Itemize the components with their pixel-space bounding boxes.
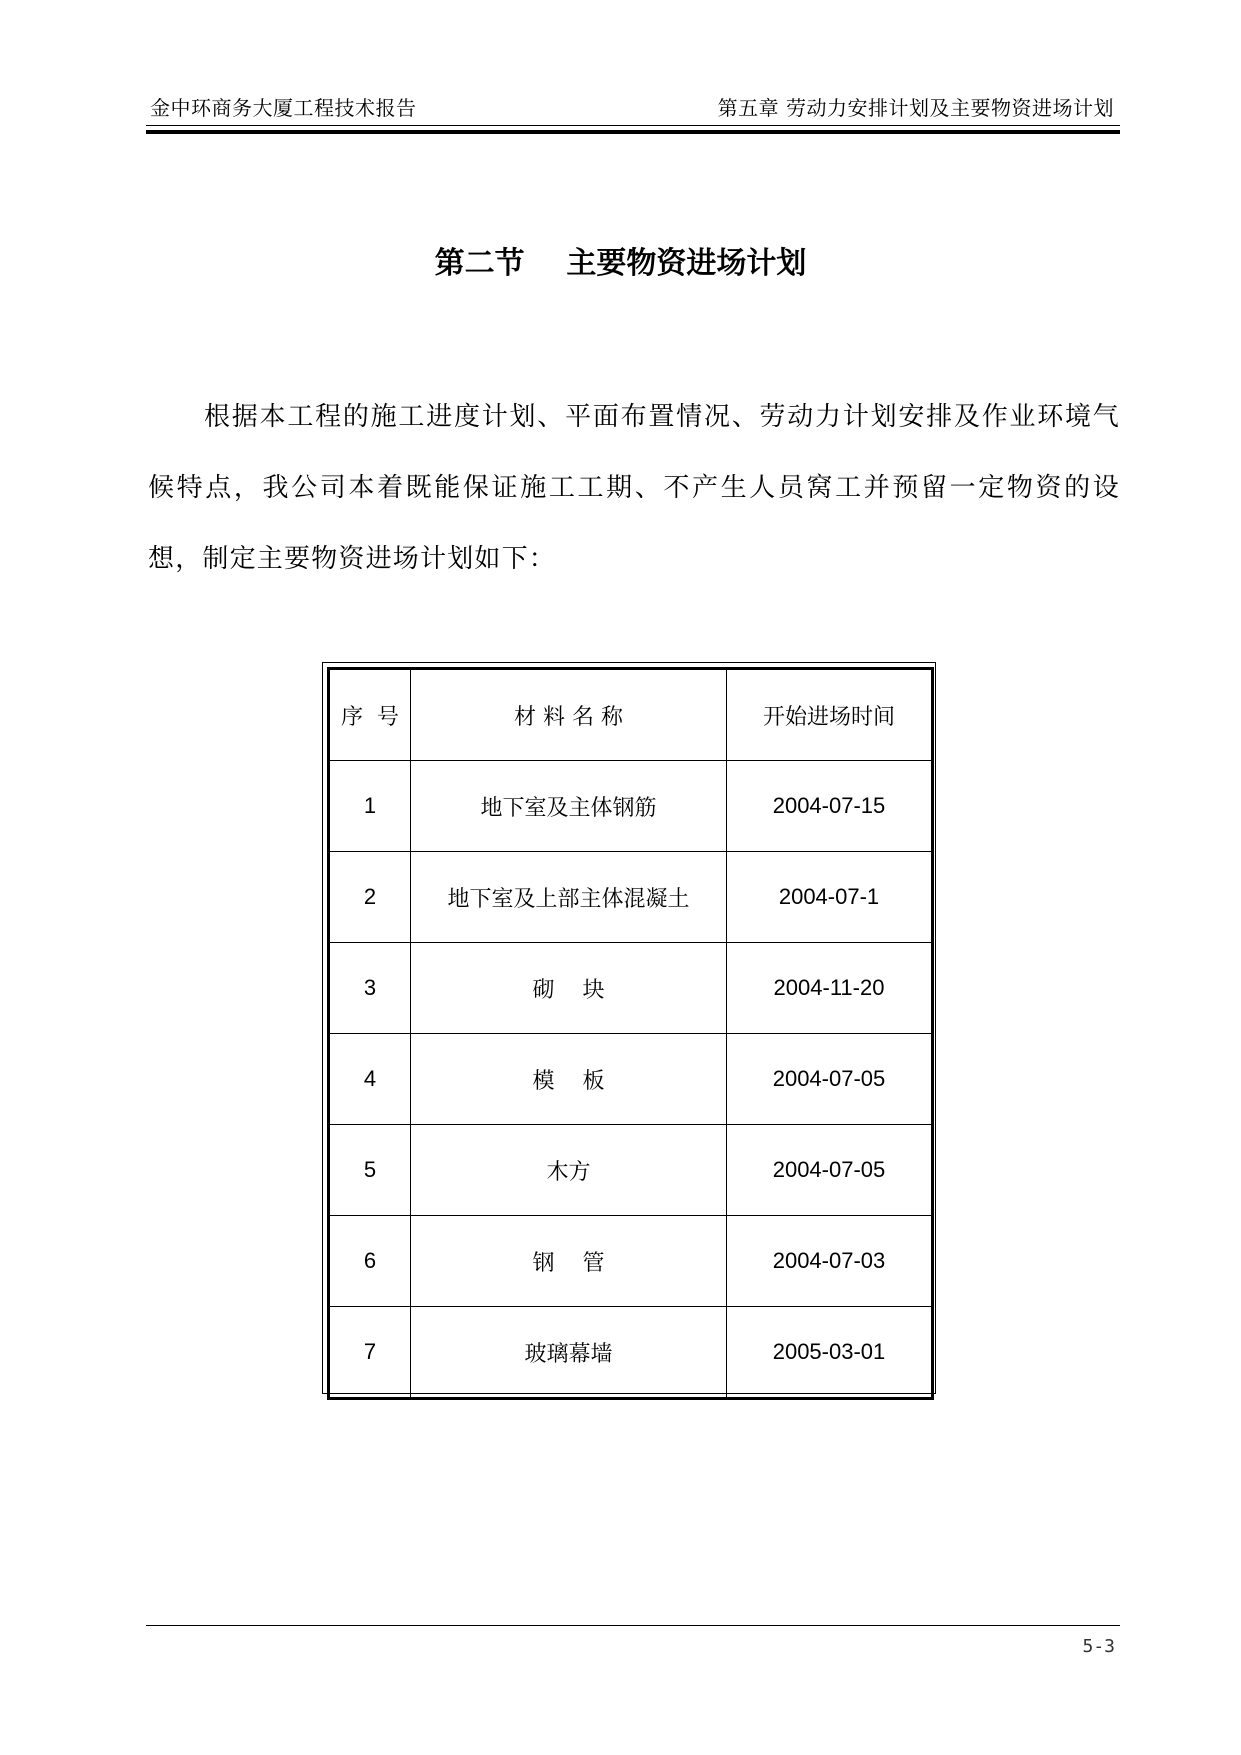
table-row bbox=[329, 761, 933, 852]
row-no: 7 bbox=[329, 1307, 411, 1399]
header-material-name: 材 料 名 称 bbox=[411, 669, 727, 761]
row-entry-date: 2004-07-05 bbox=[727, 1125, 933, 1216]
header-rule-thick bbox=[146, 130, 1120, 134]
row-material-name: 木方 bbox=[411, 1125, 727, 1216]
row-no: 5 bbox=[329, 1125, 411, 1216]
row-material-name: 玻璃幕墙 bbox=[411, 1307, 727, 1399]
row-entry-date: 2004-07-1 bbox=[727, 852, 933, 943]
materials-schedule-table bbox=[327, 667, 934, 1400]
intro-paragraph: 根据本工程的施工进度计划、平面布置情况、劳动力计划安排及作业环境气候特点，我公司本着既能保证施工工期、不产生人员窝工并预留一定物资的设想，制定主要物资进场计划如下： bbox=[148, 402, 1120, 574]
header-report-title: 金中环商务大厦工程技术报告 bbox=[150, 96, 417, 120]
footer-rule bbox=[146, 1625, 1120, 1626]
row-material-name: 地下室及主体钢筋 bbox=[411, 761, 727, 852]
table-row bbox=[329, 1307, 933, 1399]
header-no: 序 号 bbox=[329, 669, 411, 761]
row-no: 2 bbox=[329, 852, 411, 943]
row-material-name: 钢 管 bbox=[411, 1216, 727, 1307]
table-row bbox=[329, 852, 933, 943]
table-row bbox=[329, 943, 933, 1034]
row-material-name: 模 板 bbox=[411, 1034, 727, 1125]
row-no: 3 bbox=[329, 943, 411, 1034]
table-row bbox=[329, 1216, 933, 1307]
table-header-row bbox=[329, 669, 933, 761]
section-title: 第二节 主要物资进场计划 bbox=[434, 246, 807, 281]
row-no: 6 bbox=[329, 1216, 411, 1307]
row-entry-date: 2004-07-03 bbox=[727, 1216, 933, 1307]
header-rule-thin bbox=[146, 125, 1120, 126]
page-number: 5-3 bbox=[1082, 1636, 1115, 1657]
page-header bbox=[146, 92, 1120, 122]
row-entry-date: 2004-11-20 bbox=[727, 943, 933, 1034]
header-entry-date: 开始进场时间 bbox=[727, 669, 933, 761]
row-material-name: 砌 块 bbox=[411, 943, 727, 1034]
table-row bbox=[329, 1125, 933, 1216]
row-material-name: 地下室及上部主体混凝土 bbox=[411, 852, 727, 943]
header-chapter-title: 第五章 劳动力安排计划及主要物资进场计划 bbox=[717, 96, 1114, 120]
row-entry-date: 2004-07-15 bbox=[727, 761, 933, 852]
table-row bbox=[329, 1034, 933, 1125]
row-no: 4 bbox=[329, 1034, 411, 1125]
row-no: 1 bbox=[329, 761, 411, 852]
row-entry-date: 2005-03-01 bbox=[727, 1307, 933, 1399]
row-entry-date: 2004-07-05 bbox=[727, 1034, 933, 1125]
